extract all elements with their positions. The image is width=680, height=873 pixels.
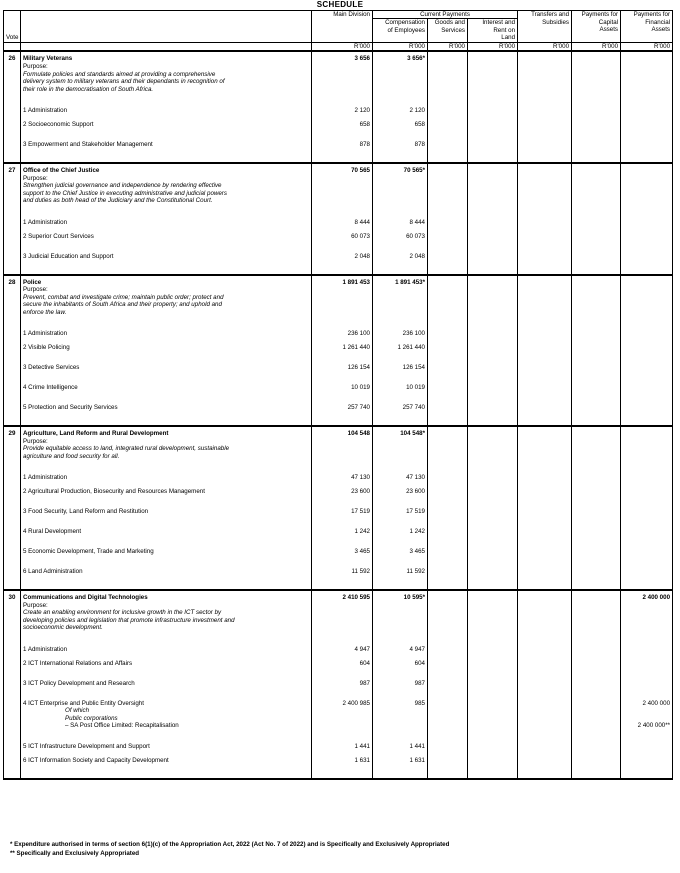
line-item-main: 1 631 <box>312 751 373 771</box>
line-item-fin <box>621 632 673 654</box>
unit-comp: R'000 <box>373 42 428 51</box>
line-item-label: 2 Superior Court Services <box>21 227 312 247</box>
purpose-line: Provide equitable access to land, integrated rural development, sustainable <box>23 445 230 453</box>
line-item-fin <box>621 358 673 378</box>
vote-fin-total <box>621 426 673 438</box>
line-item-row <box>4 247 673 267</box>
line-item-main: 1 441 <box>312 730 373 751</box>
line-item-fin <box>621 378 673 398</box>
goods-services-header: Goods and Services <box>428 19 468 43</box>
schedule-table <box>3 10 673 780</box>
line-item-fin <box>621 482 673 502</box>
special-item-main: 2 400 985 <box>312 694 373 730</box>
vote-spacer-row <box>4 267 673 275</box>
line-item-main: 8 444 <box>312 205 373 227</box>
vote-comp-total: 1 891 453* <box>373 275 428 287</box>
vote-spacer-row <box>4 771 673 779</box>
line-item-comp: 1 242 <box>373 522 428 542</box>
purpose-line: enforce the law. <box>23 308 67 316</box>
special-item-comp: 985 <box>373 694 428 730</box>
purpose-line: and duties as both head of the Judiciary and the Constitutional Court. <box>23 197 213 205</box>
line-item-label: 1 Administration <box>21 205 312 227</box>
line-item-label: 5 Protection and Security Services <box>21 398 312 418</box>
line-item-row <box>4 338 673 358</box>
line-item-row <box>4 205 673 227</box>
line-item-comp: 1 261 440 <box>373 338 428 358</box>
line-item-fin <box>621 502 673 522</box>
vote-number: 28 <box>4 275 21 287</box>
purpose-row <box>4 286 673 316</box>
line-item-fin <box>621 654 673 674</box>
transfers-header: Transfers and Subsidies <box>518 11 572 43</box>
financial-assets-header: Payments for Financial Assets <box>621 11 673 43</box>
vote-main-total: 2 410 595 <box>312 590 373 602</box>
line-item-comp: 126 154 <box>373 358 428 378</box>
unit-capital: R'000 <box>572 42 621 51</box>
line-item-comp: 11 592 <box>373 562 428 582</box>
vote-main-total: 70 565 <box>312 163 373 175</box>
unit-interest: R'000 <box>468 42 518 51</box>
vote-fin-total <box>621 275 673 287</box>
line-item-comp: 1 441 <box>373 730 428 751</box>
purpose-line: Formulate policies and standards aimed at providing a comprehensive <box>23 70 216 78</box>
line-item-row <box>4 135 673 155</box>
line-item-row <box>4 358 673 378</box>
line-item-row <box>4 542 673 562</box>
current-payments-header: Current Payments <box>373 11 518 19</box>
line-item-main: 47 130 <box>312 460 373 482</box>
line-item-label: 5 ICT Infrastructure Development and Support <box>21 730 312 751</box>
vote-fin-total <box>621 163 673 175</box>
main-division-header: Main Division <box>312 11 373 43</box>
line-item-row <box>4 398 673 418</box>
line-item-fin <box>621 751 673 771</box>
line-item-row <box>4 751 673 771</box>
purpose-label: Purpose: <box>23 62 48 70</box>
purpose-line: developing policies and legislation that promote infrastructure investment and <box>23 616 235 624</box>
line-item-label: 3 ICT Policy Development and Research <box>21 674 312 694</box>
line-item-comp: 10 019 <box>373 378 428 398</box>
line-item-main: 1 261 440 <box>312 338 373 358</box>
line-item-label: 1 Administration <box>21 460 312 482</box>
line-item-comp: 8 444 <box>373 205 428 227</box>
line-item-main: 257 740 <box>312 398 373 418</box>
vote-name: Communications and Digital Technologies <box>21 590 312 602</box>
purpose-row <box>4 63 673 93</box>
line-item-label: 1 Administration <box>21 632 312 654</box>
line-item-comp: 604 <box>373 654 428 674</box>
description-header <box>21 11 312 43</box>
vote-header-row <box>4 426 673 438</box>
line-item-comp: 2 048 <box>373 247 428 267</box>
vote-number: 30 <box>4 590 21 602</box>
footnote-appropriated: ** Specifically and Exclusively Appropriated <box>10 850 140 857</box>
purpose-label: Purpose: <box>23 437 48 445</box>
purpose-line: secure the inhabitants of South Africa and their property; and uphold and <box>23 301 222 309</box>
line-item-row <box>4 730 673 751</box>
line-item-comp: 4 947 <box>373 632 428 654</box>
line-item-row <box>4 115 673 135</box>
units-row <box>4 42 673 51</box>
line-item-fin <box>621 460 673 482</box>
line-item-row <box>4 562 673 582</box>
line-item-main: 4 947 <box>312 632 373 654</box>
vote-header-row <box>4 590 673 602</box>
unit-financial: R'000 <box>621 42 673 51</box>
line-item-label: 3 Judicial Education and Support <box>21 247 312 267</box>
schedule-title: SCHEDULE <box>316 0 364 9</box>
special-item-row <box>4 694 673 730</box>
line-item-fin <box>621 338 673 358</box>
line-item-label: 3 Detective Services <box>21 358 312 378</box>
line-item-main: 3 465 <box>312 542 373 562</box>
line-item-row <box>4 316 673 338</box>
line-item-comp: 3 465 <box>373 542 428 562</box>
header-row <box>4 11 673 19</box>
purpose-line: Prevent, combat and investigate crime; maintain public order; protect and <box>23 293 224 301</box>
line-item-row <box>4 632 673 654</box>
compensation-header: Compensation of Employees <box>373 19 428 43</box>
purpose-row <box>4 438 673 461</box>
footnote-expenditure: * Expenditure authorised in terms of section 6(1)(c) of the Appropriation Act, 2022 (Act No. 7 of 2022) and is Specifically and Exclusively Appropriated <box>10 841 450 848</box>
line-item-fin <box>621 247 673 267</box>
line-item-fin <box>621 135 673 155</box>
line-item-fin <box>621 522 673 542</box>
line-item-label: 3 Food Security, Land Reform and Restitution <box>21 502 312 522</box>
unit-transfers: R'000 <box>518 42 572 51</box>
line-item-main: 11 592 <box>312 562 373 582</box>
vote-main-total: 3 656 <box>312 51 373 63</box>
purpose-row <box>4 602 673 632</box>
line-item-main: 878 <box>312 135 373 155</box>
interest-rent-header: Interest and Rent on Land <box>468 19 518 43</box>
purpose-text <box>21 286 312 316</box>
line-item-main: 236 100 <box>312 316 373 338</box>
vote-number: 29 <box>4 426 21 438</box>
line-item-label: 4 Rural Development <box>21 522 312 542</box>
vote-spacer-row <box>4 418 673 426</box>
vote-header: Vote <box>4 11 21 43</box>
line-item-fin <box>621 674 673 694</box>
line-item-row <box>4 502 673 522</box>
line-item-fin <box>621 398 673 418</box>
line-item-main: 658 <box>312 115 373 135</box>
vote-comp-total: 104 548* <box>373 426 428 438</box>
vote-comp-total: 3 656* <box>373 51 428 63</box>
purpose-text <box>21 63 312 93</box>
line-item-row <box>4 227 673 247</box>
line-item-main: 23 600 <box>312 482 373 502</box>
line-item-fin <box>621 542 673 562</box>
line-item-row <box>4 460 673 482</box>
purpose-line: agriculture and food security for all. <box>23 452 120 460</box>
purpose-text <box>21 175 312 205</box>
purpose-text <box>21 602 312 632</box>
unit-goods: R'000 <box>428 42 468 51</box>
vote-fin-total: 2 400 000 <box>621 590 673 602</box>
line-item-main: 1 242 <box>312 522 373 542</box>
vote-number: 26 <box>4 51 21 63</box>
vote-header-row <box>4 51 673 63</box>
line-item-comp: 878 <box>373 135 428 155</box>
vote-main-total: 104 548 <box>312 426 373 438</box>
purpose-line: socioeconomic development. <box>23 624 103 632</box>
line-item-row <box>4 93 673 115</box>
vote-header-row <box>4 163 673 175</box>
line-item-row <box>4 378 673 398</box>
capital-assets-header: Payments for Capital Assets <box>572 11 621 43</box>
line-item-fin <box>621 205 673 227</box>
line-item-comp: 23 600 <box>373 482 428 502</box>
purpose-label: Purpose: <box>23 286 48 294</box>
vote-comp-total: 10 595* <box>373 590 428 602</box>
line-item-main: 17 519 <box>312 502 373 522</box>
line-item-comp: 658 <box>373 115 428 135</box>
line-item-label: 6 Land Administration <box>21 562 312 582</box>
line-item-fin <box>621 562 673 582</box>
line-item-comp: 17 519 <box>373 502 428 522</box>
line-item-label: 5 Economic Development, Trade and Marketing <box>21 542 312 562</box>
vote-spacer-row <box>4 582 673 590</box>
special-item-fin: 2 400 000 2 400 000** <box>621 694 673 730</box>
vote-name: Agriculture, Land Reform and Rural Development <box>21 426 312 438</box>
line-item-comp: 1 631 <box>373 751 428 771</box>
line-item-label: 6 ICT Information Society and Capacity Development <box>21 751 312 771</box>
purpose-text <box>21 438 312 461</box>
line-item-label: 2 Socioeconomic Support <box>21 115 312 135</box>
vote-name: Office of the Chief Justice <box>21 163 312 175</box>
vote-spacer-row <box>4 155 673 163</box>
line-item-comp: 2 120 <box>373 93 428 115</box>
line-item-label: 3 Empowerment and Stakeholder Management <box>21 135 312 155</box>
line-item-label: 1 Administration <box>21 93 312 115</box>
line-item-label: 2 ICT International Relations and Affairs <box>21 654 312 674</box>
vote-name: Military Veterans <box>21 51 312 63</box>
vote-header-row <box>4 275 673 287</box>
purpose-label: Purpose: <box>23 601 48 609</box>
special-item-label: 4 ICT Enterprise and Public Entity Oversight Of which Public corporations – SA Post Office Limited: Recapitalisation <box>21 694 312 730</box>
line-item-fin <box>621 115 673 135</box>
line-item-label: 4 Crime Intelligence <box>21 378 312 398</box>
vote-number: 27 <box>4 163 21 175</box>
vote-comp-total: 70 565* <box>373 163 428 175</box>
line-item-label: 2 Visible Policing <box>21 338 312 358</box>
purpose-line: delivery system to military veterans and their dependants in recognition of <box>23 78 225 86</box>
vote-fin-total <box>621 51 673 63</box>
vote-name: Police <box>21 275 312 287</box>
line-item-main: 60 073 <box>312 227 373 247</box>
line-item-row <box>4 674 673 694</box>
unit-main: R'000 <box>312 42 373 51</box>
line-item-fin <box>621 227 673 247</box>
purpose-line: Create an enabling environment for inclusive growth in the ICT sector by <box>23 609 222 617</box>
line-item-comp: 236 100 <box>373 316 428 338</box>
line-item-main: 126 154 <box>312 358 373 378</box>
vote-main-total: 1 891 453 <box>312 275 373 287</box>
line-item-main: 10 019 <box>312 378 373 398</box>
line-item-fin <box>621 316 673 338</box>
line-item-main: 604 <box>312 654 373 674</box>
purpose-label: Purpose: <box>23 174 48 182</box>
line-item-comp: 60 073 <box>373 227 428 247</box>
line-item-fin <box>621 730 673 751</box>
line-item-label: 2 Agricultural Production, Biosecurity and Resources Management <box>21 482 312 502</box>
purpose-row <box>4 175 673 205</box>
purpose-line: Strengthen judicial governance and independence by rendering effective <box>23 182 222 190</box>
line-item-main: 2 120 <box>312 93 373 115</box>
line-item-main: 987 <box>312 674 373 694</box>
purpose-line: their role in the democratisation of South Africa. <box>23 85 154 93</box>
line-item-row <box>4 522 673 542</box>
purpose-line: support to the Chief Justice in executing administrative and judicial powers <box>23 189 227 197</box>
line-item-comp: 257 740 <box>373 398 428 418</box>
line-item-label: 1 Administration <box>21 316 312 338</box>
line-item-main: 2 048 <box>312 247 373 267</box>
line-item-comp: 987 <box>373 674 428 694</box>
line-item-comp: 47 130 <box>373 460 428 482</box>
line-item-fin <box>621 93 673 115</box>
line-item-row <box>4 482 673 502</box>
line-item-row <box>4 654 673 674</box>
